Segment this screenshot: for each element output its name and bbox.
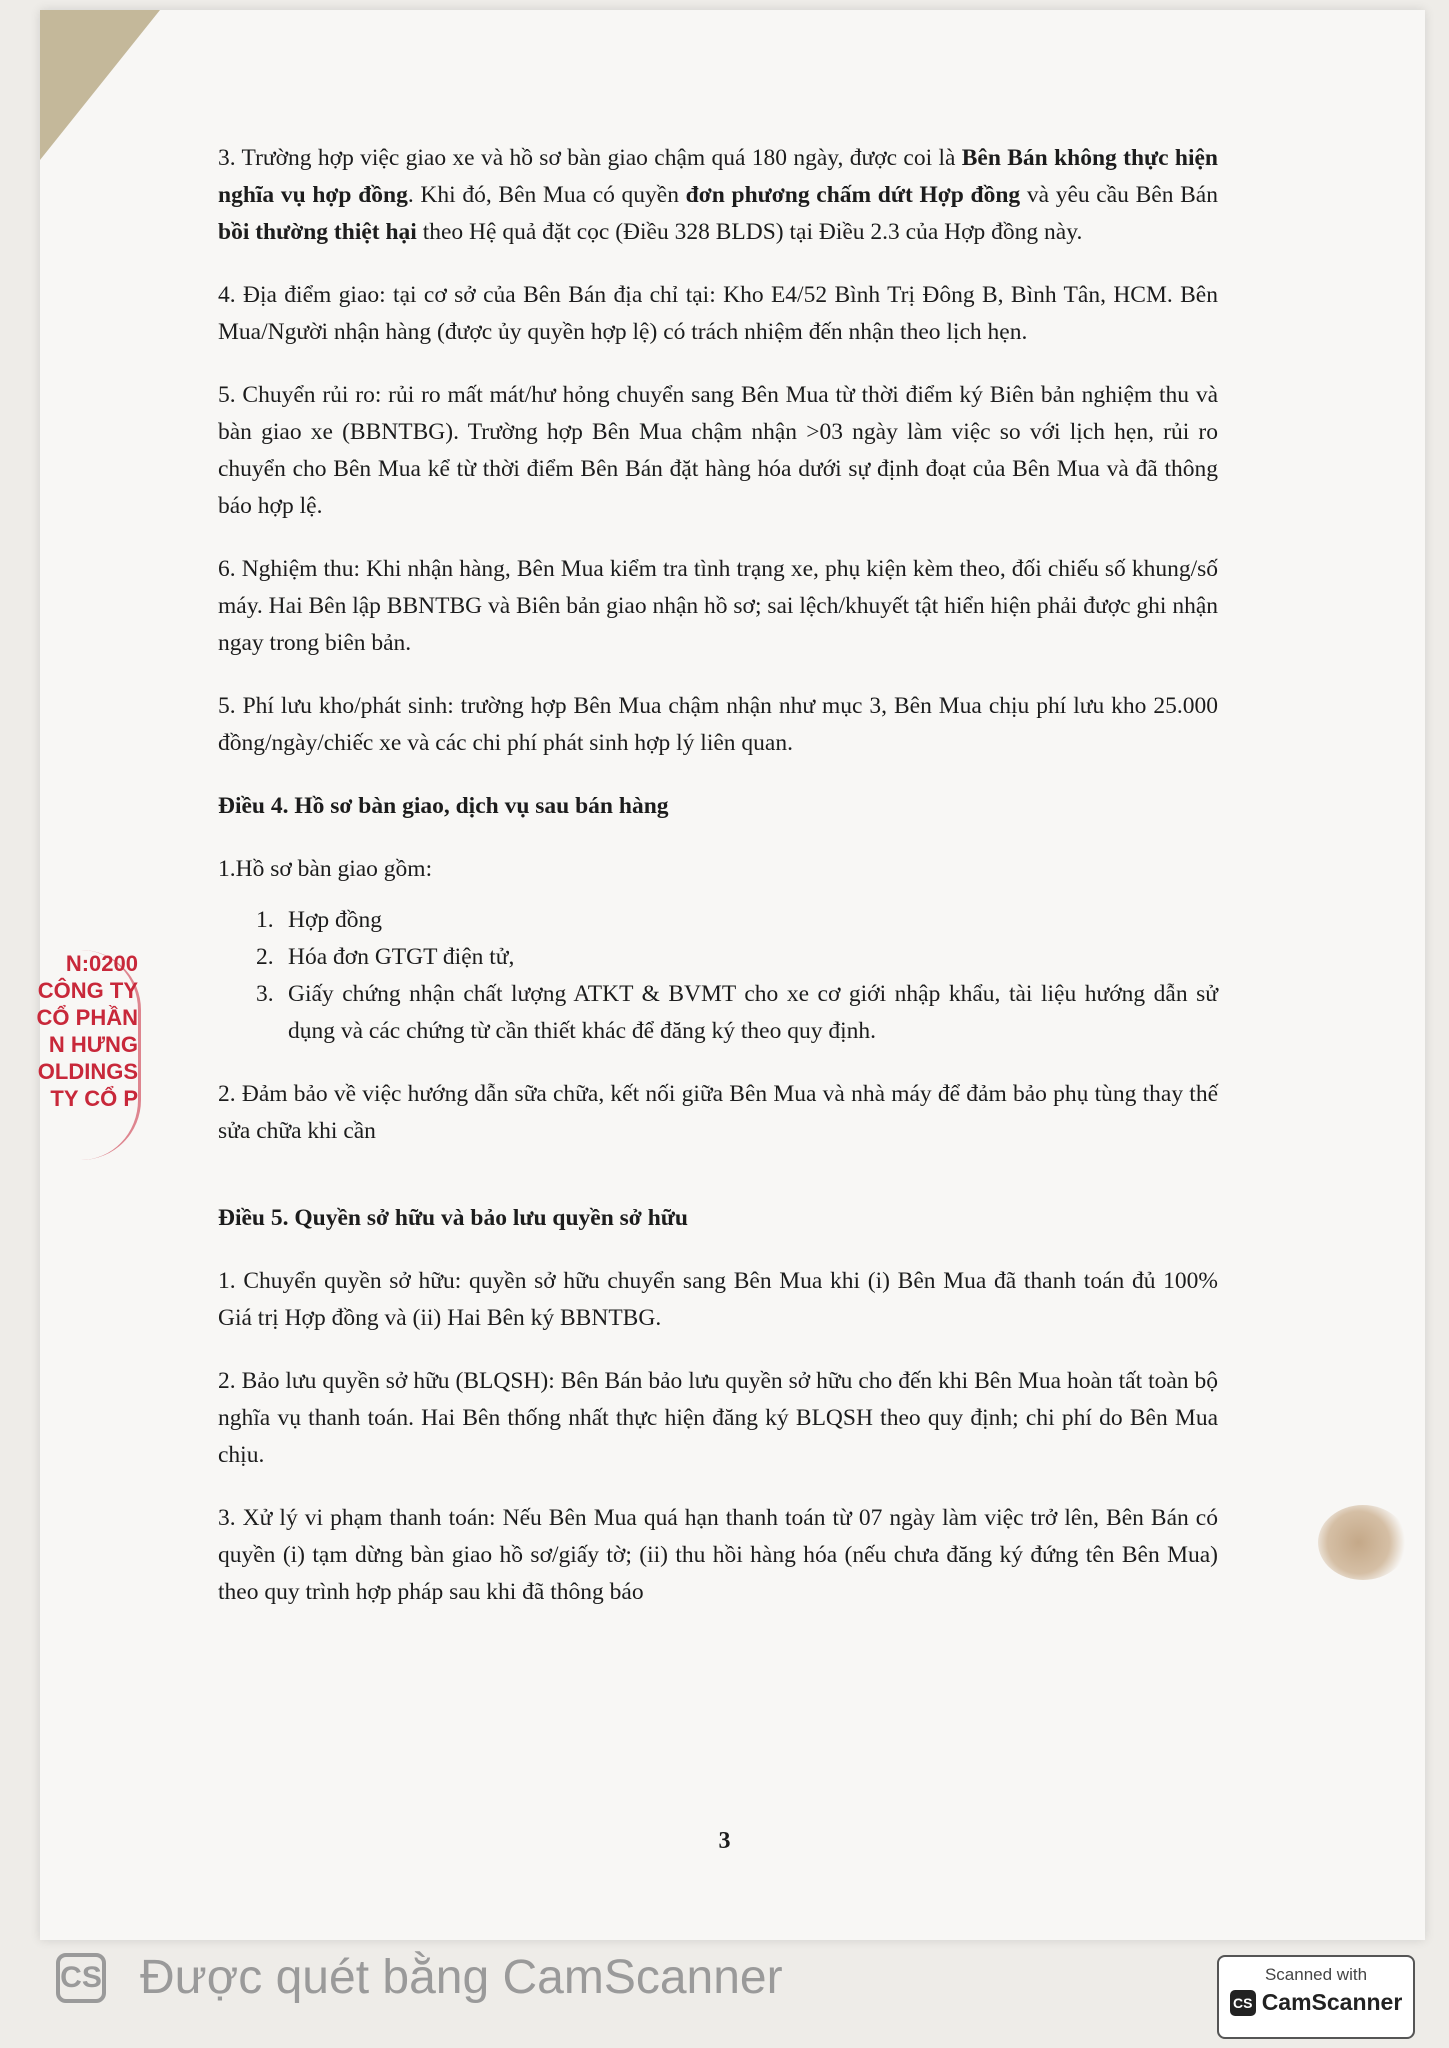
badge-caption: Scanned with	[1264, 1965, 1368, 1984]
list-item	[218, 976, 1218, 1050]
list-number: 3.	[256, 981, 274, 1007]
clause-3-delivery-delay	[218, 140, 1218, 251]
bold-segment: Bên Bán không thực hiện nghĩa vụ hợp đồng	[218, 145, 1219, 208]
article-5-clause-2: 2. Bảo lưu quyền sở hữu (BLQSH): Bên Bán bảo lưu quyền sở hữu cho đến khi Bên Mua hoàn tất toàn bộ nghĩa vụ thanh toán. Hai Bên thống nhất thực hiện đăng ký BLQSH theo quy định; chi phí do Bên Mua chịu.	[218, 1368, 1218, 1468]
badge-brand	[1219, 1989, 1413, 2016]
stamp-line: CÔNG TY	[37, 978, 138, 1003]
clause-6-acceptance: 6. Nghiệm thu: Khi nhận hàng, Bên Mua kiểm tra tình trạng xe, phụ kiện kèm theo, đối chiếu số khung/số máy. Hai Bên lập BBNTBG và Biên bản giao nhận hồ sơ; sai lệch/khuyết tật hiển hiện phải được ghi nhận ngay trong biên bản.	[218, 556, 1219, 656]
scanned-with-badge	[1217, 1955, 1415, 2039]
spacer	[218, 1176, 1218, 1200]
page-number: 3	[718, 1828, 731, 1854]
camscanner-mini-logo-icon: CS	[1230, 1990, 1256, 2016]
badge-brand-name: CamScanner	[1261, 1989, 1403, 2015]
stamp-line: OLDINGS	[37, 1059, 138, 1084]
stamp-line: N HƯNG	[48, 1032, 138, 1057]
text-segment: theo Hệ quả đặt cọc (Điều 328 BLDS) tại Điều 2.3 của Hợp đồng này.	[416, 219, 1083, 245]
list-item-text: Hợp đồng	[288, 907, 383, 933]
stamp-line: CỔ PHẦN	[36, 1005, 138, 1030]
list-item	[218, 939, 1218, 976]
clause-storage-fee: 5. Phí lưu kho/phát sinh: trường hợp Bên Mua chậm nhận như mục 3, Bên Mua chịu phí lưu kho 25.000 đồng/ngày/chiếc xe và các chi phí phát sinh hợp lý liên quan.	[218, 693, 1218, 756]
article-4-clause-2: 2. Đảm bảo về việc hướng dẫn sữa chữa, kết nối giữa Bên Mua và nhà máy để đảm bảo phụ tùng thay thế sửa chữa khi cần	[218, 1081, 1218, 1144]
list-item	[218, 902, 1218, 939]
stamp-line: TY CỔ P	[50, 1086, 138, 1111]
watermark-text: Được quét bằng CamScanner	[140, 1951, 783, 2004]
clause-5-risk-transfer: 5. Chuyển rủi ro: rủi ro mất mát/hư hỏng chuyển sang Bên Mua từ thời điểm ký Biên bản nghiệm thu và bàn giao xe (BBNTBG). Trường hợp Bên Mua chậm nhận >03 ngày làm việc so với lịch hẹn, rủi ro chuyển cho Bên Mua kể từ thời điểm Bên Bán đặt hàng hóa dưới sự định đoạt của Bên Mua và đã thông báo hợp lệ.	[218, 382, 1218, 519]
list-number: 1.	[256, 907, 274, 933]
camscanner-watermark	[56, 1950, 783, 2005]
article-5-clause-3: 3. Xử lý vi phạm thanh toán: Nếu Bên Mua quá hạn thanh toán từ 07 ngày làm việc trở lên, Bên Bán có quyền (i) tạm dừng bàn giao hồ sơ/giấy tờ; (ii) thu hồi hàng hóa (nếu chưa đăng ký đứng tên Bên Mua) theo quy trình hợp pháp sau khi đã thông báo	[218, 1505, 1218, 1605]
article-5-clause-1: 1. Chuyển quyền sở hữu: quyền sở hữu chuyển sang Bên Mua khi (i) Bên Mua đã thanh toán đủ 100% Giá trị Hợp đồng và (ii) Hai Bên ký BBNTBG.	[218, 1268, 1218, 1331]
stamp-line: N:0200	[65, 951, 138, 976]
handover-documents-list	[218, 902, 1218, 1050]
list-item-text: Giấy chứng nhận chất lượng ATKT & BVMT cho xe cơ giới nhập khẩu, tài liệu hướng dẫn sử dụng và các chứng từ cần thiết khác để đăng ký theo quy định.	[288, 981, 1218, 1044]
article-4-heading: Điều 4. Hồ sơ bàn giao, dịch vụ sau bán hàng	[218, 793, 669, 819]
page-corner-fold	[40, 10, 160, 160]
camscanner-logo-icon: CS	[56, 1953, 106, 2003]
text-segment: 3. Trường hợp việc giao xe và hồ sơ bàn giao chậm quá 180 ngày, được coi là	[218, 145, 962, 171]
article-4-intro: 1.Hồ sơ bàn giao gồm:	[218, 856, 433, 882]
text-segment: và yêu cầu Bên Bán	[1020, 182, 1218, 208]
text-segment: . Khi đó, Bên Mua có quyền	[407, 182, 686, 208]
bold-segment: bồi thường thiệt hại	[218, 219, 417, 245]
article-5-heading: Điều 5. Quyền sở hữu và bảo lưu quyền sở hữu	[218, 1205, 688, 1231]
document-body	[218, 140, 1218, 1637]
list-number: 2.	[256, 944, 274, 970]
company-seal-stamp	[28, 950, 141, 1160]
bold-segment: đơn phương chấm dứt Hợp đồng	[685, 182, 1021, 208]
clause-4-delivery-location: 4. Địa điểm giao: tại cơ sở của Bên Bán địa chỉ tại: Kho E4/52 Bình Trị Đông B, Bình Tân, HCM. Bên Mua/Người nhận hàng (được ủy quyền hợp lệ) có trách nhiệm đến nhận theo lịch hẹn.	[218, 282, 1218, 345]
paper-stain	[1318, 1505, 1408, 1580]
list-item-text: Hóa đơn GTGT điện tử,	[288, 944, 515, 970]
